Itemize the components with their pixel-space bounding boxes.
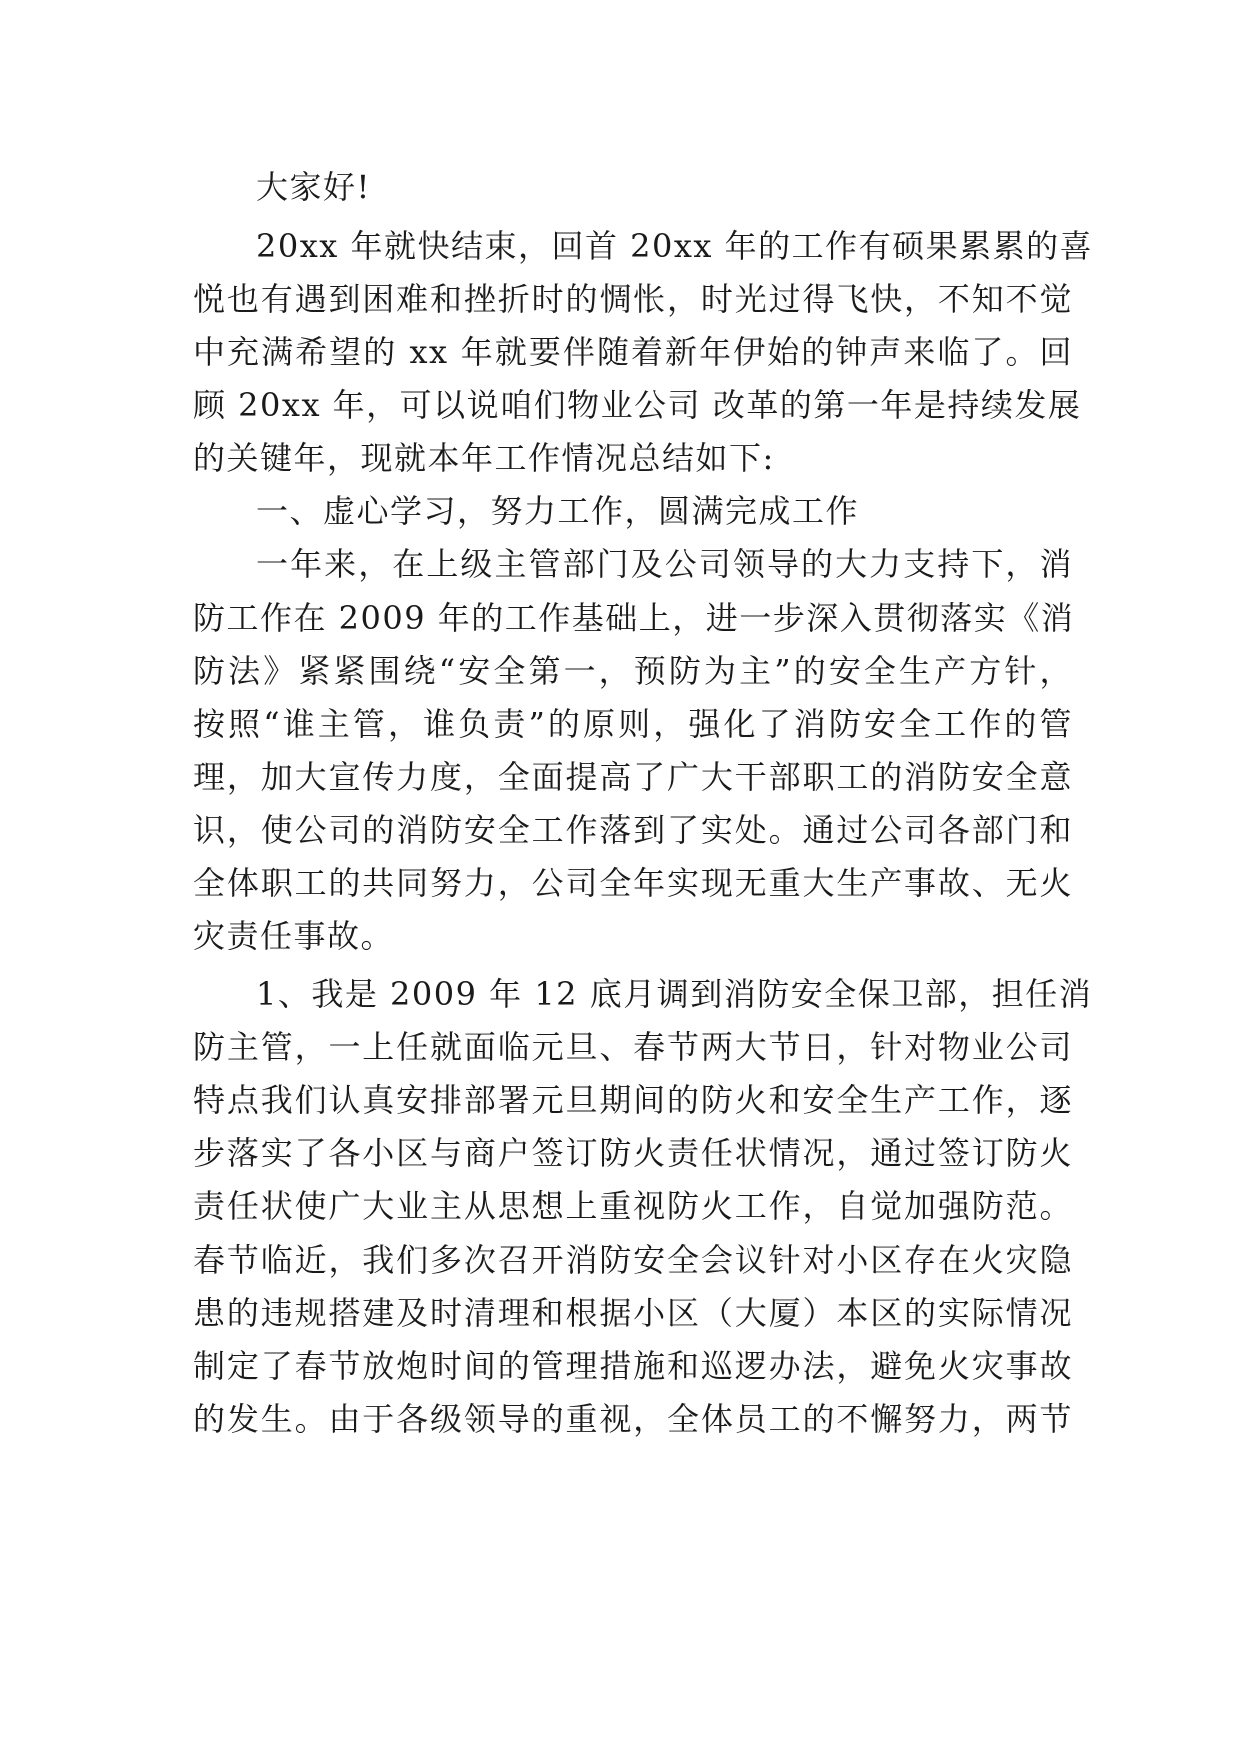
paragraph-1-line-2: 悦也有遇到困难和挫折时的惆怅，时光过得飞快，不知不觉: [193, 280, 1073, 318]
paragraph-2-line-3: 防法》紧紧围绕“安全第一，预防为主”的安全生产方针，: [193, 652, 1073, 690]
paragraph-3-line-4: 步落实了各小区与商户签订防火责任状情况，通过签订防火: [193, 1134, 1073, 1172]
paragraph-2-line-6: 识，使公司的消防安全工作落到了实处。通过公司各部门和: [193, 811, 1073, 849]
paragraph-2-line-8: 灾责任事故。: [193, 917, 395, 955]
paragraph-3-line-7: 患的违规搭建及时清理和根据小区（大厦）本区的实际情况: [193, 1294, 1073, 1332]
paragraph-2-line-5: 理，加大宣传力度，全面提高了广大干部职工的消防安全意: [193, 758, 1073, 796]
paragraph-1-line-5: 的关键年，现就本年工作情况总结如下:: [193, 439, 775, 477]
paragraph-1-line-3: 中充满希望的 xx 年就要伴随着新年伊始的钟声来临了。回: [193, 333, 1073, 371]
paragraph-2-line-4: 按照“谁主管，谁负责”的原则，强化了消防安全工作的管: [193, 705, 1073, 743]
paragraph-3-line-5: 责任状使广大业主从思想上重视防火工作，自觉加强防范。: [193, 1187, 1073, 1225]
paragraph-2-line-1: 一年来，在上级主管部门及公司领导的大力支持下，消: [256, 545, 1073, 583]
paragraph-3-line-2: 防主管，一上任就面临元旦、春节两大节日，针对物业公司: [193, 1028, 1073, 1066]
paragraph-3-line-1: 1、我是 2009 年 12 底月调到消防安全保卫部，担任消: [256, 975, 1093, 1013]
paragraph-2-line-2: 防工作在 2009 年的工作基础上，进一步深入贯彻落实《消: [193, 599, 1075, 637]
section-heading: 一、虚心学习，努力工作，圆满完成工作: [256, 492, 860, 530]
paragraph-1-line-4: 顾 20xx 年，可以说咱们物业公司 改革的第一年是持续发展: [193, 386, 1082, 424]
paragraph-1-line-1: 20xx 年就快结束，回首 20xx 年的工作有硕果累累的喜: [256, 227, 1094, 265]
paragraph-3-line-6: 春节临近，我们多次召开消防安全会议针对小区存在火灾隐: [193, 1241, 1073, 1279]
paragraph-3-line-8: 制定了春节放炮时间的管理措施和巡逻办法，避免火灾事故: [193, 1347, 1073, 1385]
paragraph-3-line-9: 的发生。由于各级领导的重视，全体员工的不懈努力，两节: [193, 1400, 1073, 1438]
paragraph-3-line-3: 特点我们认真安排部署元旦期间的防火和安全生产工作，逐: [193, 1081, 1073, 1119]
paragraph-2-line-7: 全体职工的共同努力，公司全年实现无重大生产事故、无火: [193, 864, 1073, 902]
greeting-line: 大家好!: [256, 168, 371, 206]
